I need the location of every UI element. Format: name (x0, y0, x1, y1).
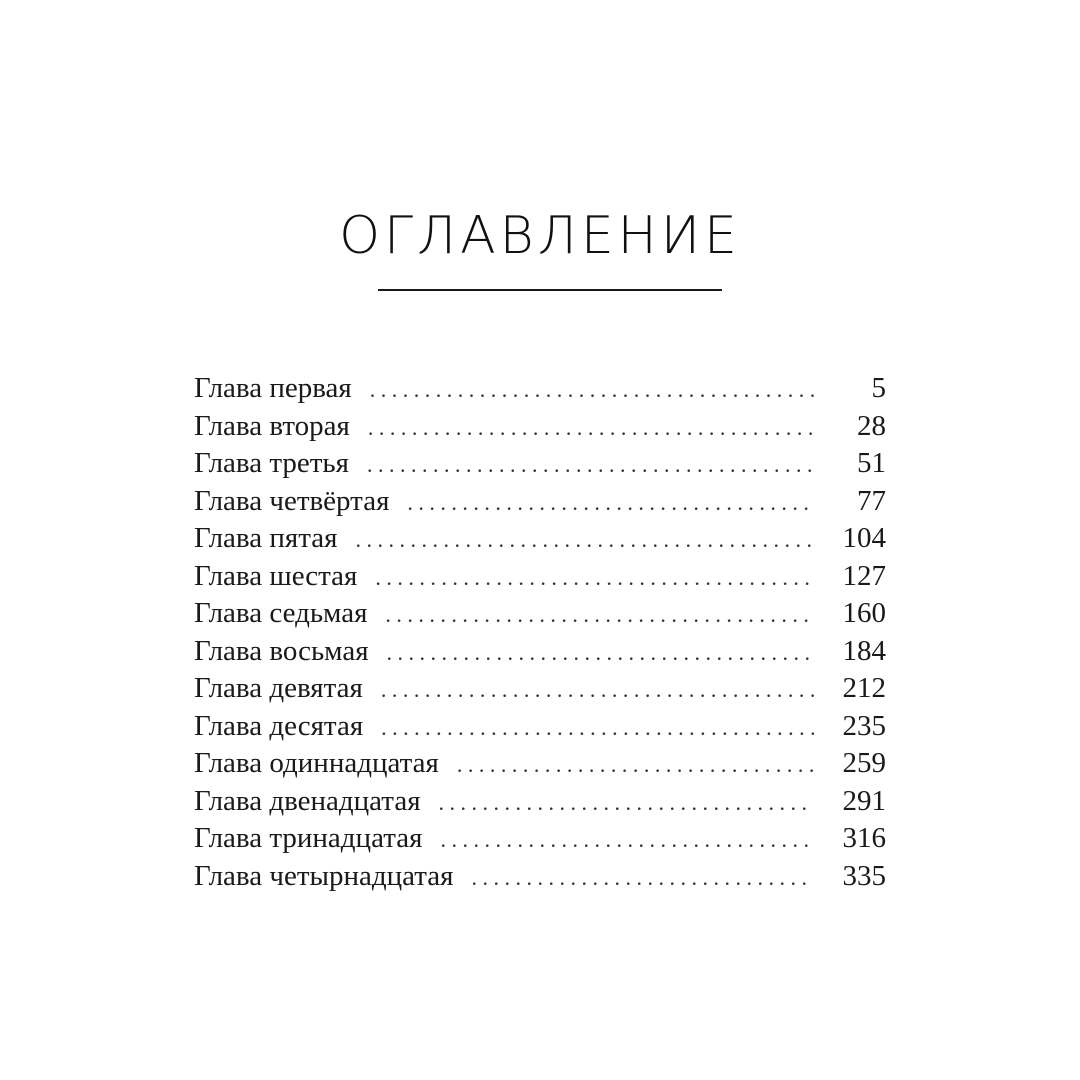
toc-entry-title: Глава шестая (194, 559, 358, 592)
toc-entry-title: Глава тринадцатая (194, 822, 423, 854)
toc-entry-title: Глава вторая (194, 409, 350, 442)
dot-leader (472, 859, 815, 897)
toc-entry-title: Глава двенадцатая (194, 784, 421, 817)
toc-entry-title: Глава первая (194, 372, 352, 404)
toc-entry[interactable] (194, 445, 886, 483)
dot-leader (457, 746, 814, 784)
heading-rule (378, 289, 722, 291)
dot-leader (407, 484, 814, 522)
toc-entry[interactable] (194, 370, 886, 408)
dot-leader (355, 521, 814, 559)
dot-leader (370, 371, 814, 409)
dot-leader (385, 596, 814, 634)
toc-entry-title: Глава седьмая (194, 597, 368, 629)
dot-leader (368, 409, 814, 447)
toc-entry-page: 291 (842, 784, 886, 817)
toc-entry-title: Глава третья (194, 447, 349, 479)
toc-entry-page: 5 (871, 372, 886, 404)
toc-entry-title: Глава одиннадцатая (194, 747, 439, 779)
toc-entry-page: 28 (857, 409, 886, 442)
toc-entry[interactable] (194, 633, 886, 671)
toc-entry[interactable] (194, 820, 886, 858)
toc-entry[interactable] (194, 670, 886, 708)
dot-leader (381, 671, 814, 709)
toc-list (194, 370, 886, 895)
dot-leader (375, 559, 814, 597)
toc-entry-page: 316 (842, 822, 886, 854)
toc-entry[interactable] (194, 858, 886, 896)
toc-entry-page: 335 (842, 859, 886, 892)
toc-entry[interactable] (194, 520, 886, 558)
dot-leader (439, 784, 814, 822)
toc-entry-page: 212 (842, 672, 886, 704)
toc-entry-page: 127 (842, 559, 886, 592)
toc-entry-title: Глава девятая (194, 672, 363, 704)
toc-heading: ОГЛАВЛЕНИЕ (339, 206, 741, 266)
toc-entry[interactable] (194, 408, 886, 446)
toc-entry-page: 51 (857, 447, 886, 479)
toc-entry[interactable] (194, 483, 886, 521)
dot-leader (387, 634, 814, 672)
toc-entry-title: Глава четырнадцатая (194, 859, 454, 892)
dot-leader (440, 821, 814, 859)
toc-entry[interactable] (194, 783, 886, 821)
toc-entry-page: 104 (842, 522, 886, 554)
toc-entry-title: Глава десятая (194, 709, 364, 742)
toc-entry-page: 77 (857, 484, 886, 517)
toc-entry-title: Глава восьмая (194, 634, 369, 667)
toc-entry-title: Глава четвёртая (194, 484, 390, 517)
toc-entry-page: 160 (842, 597, 886, 629)
toc-entry[interactable] (194, 595, 886, 633)
toc-entry-page: 259 (842, 747, 886, 779)
toc-entry[interactable] (194, 708, 886, 746)
toc-entry-page: 184 (842, 634, 886, 667)
toc-entry[interactable] (194, 745, 886, 783)
dot-leader (381, 709, 814, 747)
toc-entry-title: Глава пятая (194, 522, 338, 554)
toc-entry[interactable] (194, 558, 886, 596)
dot-leader (367, 446, 814, 484)
toc-entry-page: 235 (842, 709, 886, 742)
